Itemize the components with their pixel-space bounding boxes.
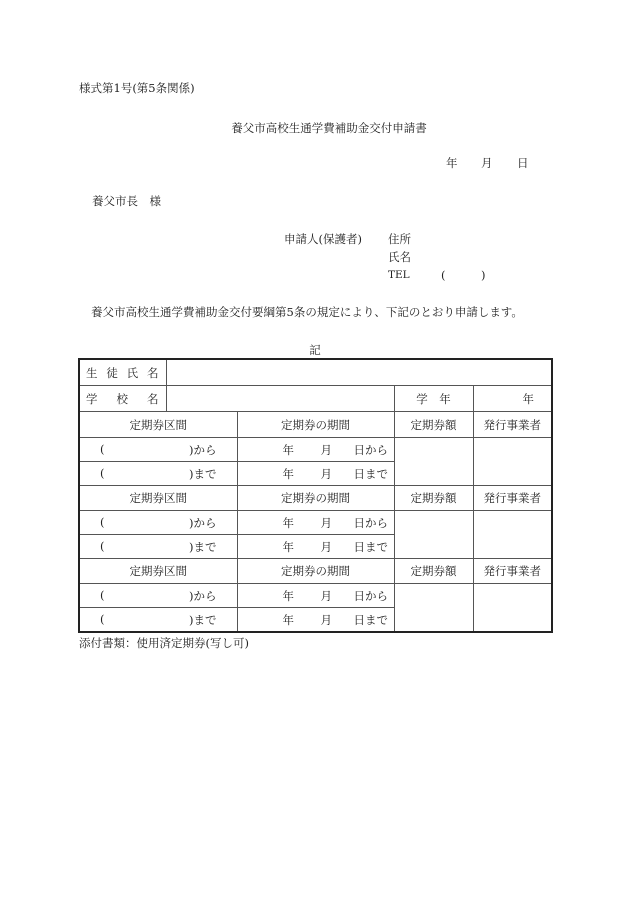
student-name-label <box>79 359 166 386</box>
day-to-label: 日まで <box>353 466 388 481</box>
label-char: 徒 <box>106 365 118 380</box>
label-char: 氏 <box>126 365 139 380</box>
form-number: 様式第1号(第5条関係) <box>79 81 195 95</box>
route-from-field[interactable] <box>79 438 237 462</box>
amount-field[interactable] <box>394 438 473 486</box>
period-from-field[interactable] <box>237 511 394 535</box>
route-from-field[interactable] <box>79 511 237 535</box>
ki-heading <box>0 343 630 357</box>
day-from-label: 日から <box>353 442 388 457</box>
ki-text: 記 <box>309 343 321 357</box>
day-to-label: 日まで <box>353 539 388 554</box>
month-label: 月 <box>320 612 332 627</box>
grade-field[interactable] <box>473 386 552 412</box>
paren-open: ( <box>100 538 105 553</box>
paren-open: ( <box>100 587 105 602</box>
applicant-name-label: 氏名 <box>388 250 411 264</box>
paren-open: ( <box>100 611 105 626</box>
year-label: 年 <box>282 539 294 554</box>
document-title <box>0 121 630 135</box>
section-3-from-row <box>79 584 552 608</box>
date-day-label: 日 <box>517 156 529 170</box>
student-name-row <box>79 359 552 386</box>
section-1-from-row <box>79 438 552 462</box>
issuer-header: 発行事業者 <box>473 559 552 584</box>
route-to-suffix: )まで <box>189 466 217 481</box>
section-header-row <box>79 486 552 511</box>
tel-open-paren: ( <box>441 268 446 282</box>
year-label: 年 <box>282 442 294 457</box>
period-header: 定期券の期間 <box>237 486 394 511</box>
addressee: 養父市長 様 <box>92 194 161 208</box>
day-to-label: 日まで <box>353 612 388 627</box>
student-name-field[interactable] <box>166 359 552 386</box>
amount-field[interactable] <box>394 511 473 559</box>
label-char: 名 <box>146 365 159 380</box>
year-label: 年 <box>282 588 294 603</box>
issuer-field[interactable] <box>473 511 552 559</box>
period-to-field[interactable] <box>237 608 394 633</box>
application-table <box>78 358 553 633</box>
route-from-suffix: )から <box>189 442 217 457</box>
school-name-label <box>79 386 166 412</box>
route-from-field[interactable] <box>79 584 237 608</box>
paren-open: ( <box>100 514 105 529</box>
month-label: 月 <box>320 515 332 530</box>
period-to-field[interactable] <box>237 462 394 486</box>
grade-unit: 年 <box>522 391 534 406</box>
school-row <box>79 386 552 412</box>
day-from-label: 日から <box>353 515 388 530</box>
paren-open: ( <box>100 441 105 456</box>
section-header-row <box>79 412 552 438</box>
grade-label: 学 年 <box>394 386 473 412</box>
route-to-suffix: )まで <box>189 539 217 554</box>
attachments-note: 添付書類：使用済定期券(写し可) <box>79 636 249 650</box>
label-char: 校 <box>116 391 128 406</box>
route-to-field[interactable] <box>79 535 237 559</box>
issuer-field[interactable] <box>473 584 552 633</box>
amount-header: 定期券額 <box>394 412 473 438</box>
month-label: 月 <box>320 588 332 603</box>
applicant-tel-label: TEL <box>388 269 410 281</box>
route-to-field[interactable] <box>79 462 237 486</box>
amount-header: 定期券額 <box>394 559 473 584</box>
date-year-label: 年 <box>446 156 458 170</box>
label-char: 名 <box>147 391 159 406</box>
period-from-field[interactable] <box>237 438 394 462</box>
paren-open: ( <box>100 465 105 480</box>
year-label: 年 <box>282 466 294 481</box>
year-label: 年 <box>282 515 294 530</box>
route-from-suffix: )から <box>189 515 217 530</box>
route-to-suffix: )まで <box>189 612 217 627</box>
day-from-label: 日から <box>353 588 388 603</box>
period-header: 定期券の期間 <box>237 559 394 584</box>
date-month-label: 月 <box>481 156 493 170</box>
route-header: 定期券区間 <box>79 559 237 584</box>
route-from-suffix: )から <box>189 588 217 603</box>
period-to-field[interactable] <box>237 535 394 559</box>
issuer-field[interactable] <box>473 438 552 486</box>
body-text: 養父市高校生通学費補助金交付要綱第5条の規定により、下記のとおり申請します。 <box>91 305 523 319</box>
amount-field[interactable] <box>394 584 473 633</box>
applicant-label: 申請人(保護者) <box>284 232 362 246</box>
label-char: 生 <box>86 365 98 380</box>
issuer-header: 発行事業者 <box>473 486 552 511</box>
applicant-address-label: 住所 <box>388 232 411 246</box>
route-to-field[interactable] <box>79 608 237 633</box>
route-header: 定期券区間 <box>79 486 237 511</box>
section-2-from-row <box>79 511 552 535</box>
year-label: 年 <box>282 612 294 627</box>
document-title-text: 養父市高校生通学費補助金交付申請書 <box>231 121 427 135</box>
label-char: 学 <box>86 391 98 406</box>
tel-close-paren: ) <box>481 268 486 282</box>
period-from-field[interactable] <box>237 584 394 608</box>
school-name-field[interactable] <box>166 386 394 412</box>
section-header-row <box>79 559 552 584</box>
month-label: 月 <box>320 442 332 457</box>
amount-header: 定期券額 <box>394 486 473 511</box>
period-header: 定期券の期間 <box>237 412 394 438</box>
issuer-header: 発行事業者 <box>473 412 552 438</box>
month-label: 月 <box>320 539 332 554</box>
route-header: 定期券区間 <box>79 412 237 438</box>
month-label: 月 <box>320 466 332 481</box>
